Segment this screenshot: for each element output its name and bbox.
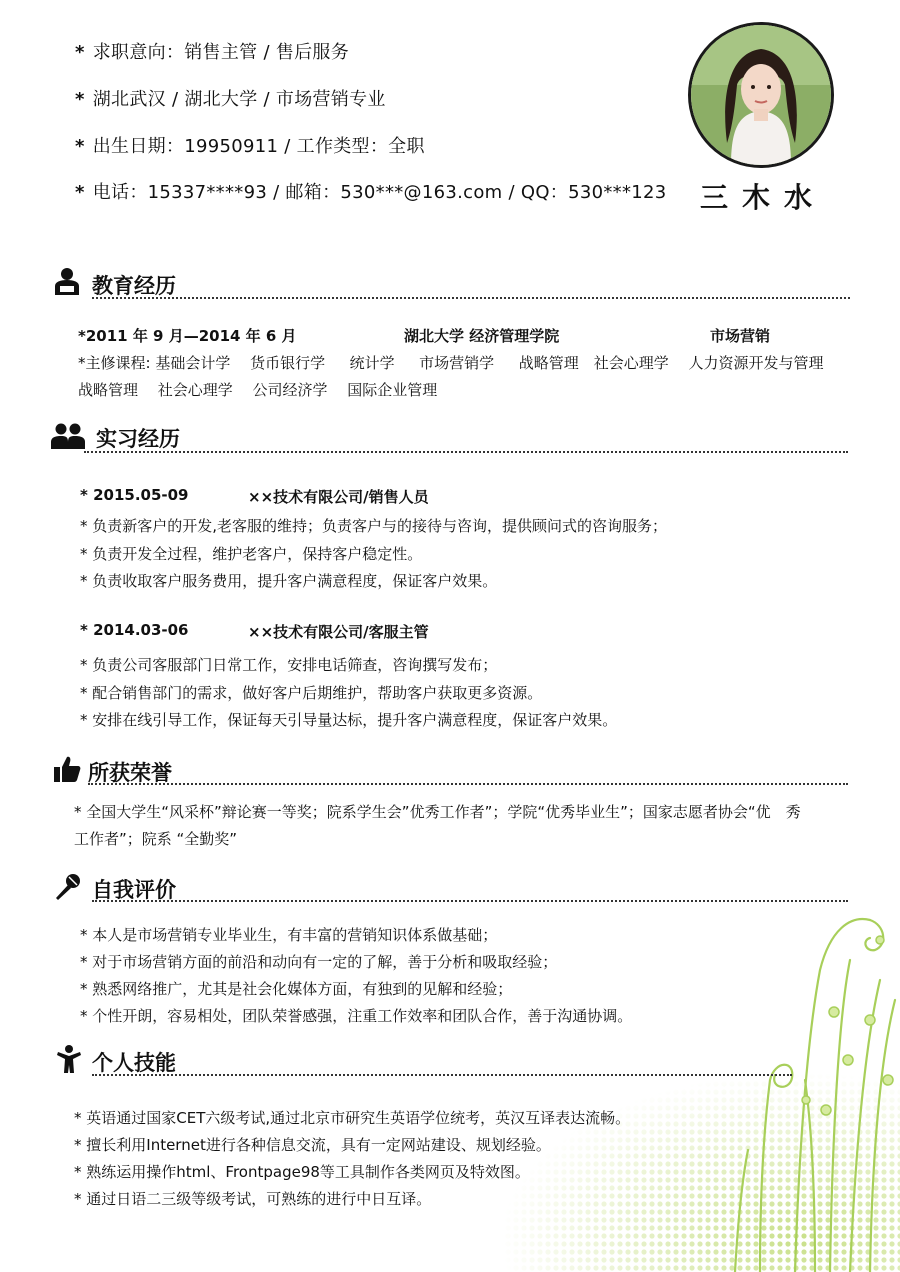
job-1-duty: * 负责收取客户服务费用，提升客户满意程度，保证客户效果。: [80, 572, 498, 590]
thumbs-up-icon: [52, 754, 82, 784]
job-1-duty: * 负责新客户的开发,老客服的维持；负责客户与的接待与咨询，提供顾问式的咨询服务；: [80, 517, 668, 535]
skills-item: * 熟练运用操作html、Frontpage98等工具制作各类网页及特效图。: [74, 1163, 530, 1181]
honors-line-2: 工作者”；院系 “全勤奖”: [74, 830, 238, 848]
education-title: 教育经历: [92, 274, 176, 298]
skills-item: * 通过日语二三级等级考试，可熟练的进行中日互译。: [74, 1190, 432, 1208]
contact-line: * 电话：15337****93 / 邮箱：530***@163.com / QQ：530***123: [75, 182, 667, 203]
skills-item: * 擅长利用Internet进行各种信息交流，具有一定网站建设、规划经验。: [74, 1136, 551, 1154]
education-period: *2011 年 9 月—2014 年 6 月: [78, 327, 297, 345]
job-2-duty: * 配合销售部门的需求，做好客户后期维护，帮助客户获取更多资源。: [80, 684, 543, 702]
internship-title: 实习经历: [96, 427, 180, 451]
education-courses-line-2: 战略管理 社会心理学 公司经济学 国际企业管理: [78, 381, 438, 399]
self-eval-title: 自我评价: [92, 878, 176, 902]
education-school: 湖北大学 经济管理学院: [404, 327, 560, 345]
avatar: [688, 22, 834, 168]
job-intention-line: * 求职意向：销售主管 / 售后服务: [75, 42, 350, 63]
skills-item: * 英语通过国家CET六级考试,通过北京市研究生英语学位统考，英汉互译表达流畅。: [74, 1109, 631, 1127]
birth-worktype-line: * 出生日期：19950911 / 工作类型：全职: [75, 136, 425, 157]
job-1-duty: * 负责开发全过程，维护老客户，保持客户稳定性。: [80, 545, 423, 563]
location-school-line: * 湖北武汉 / 湖北大学 / 市场营销专业: [75, 89, 386, 110]
person-arms-up-icon: [54, 1044, 84, 1074]
honors-line-1: * 全国大学生“风采杯”辩论赛一等奖；院系学生会”优秀工作者”；学院“优秀毕业生”；国家志愿者协会“优 秀: [74, 803, 801, 821]
candidate-name: 三木水: [700, 181, 827, 214]
person-icon: [52, 266, 82, 296]
self-eval-item: * 本人是市场营销专业毕业生，有丰富的营销知识体系做基础；: [80, 926, 498, 944]
education-divider: [92, 297, 850, 299]
education-major: 市场营销: [710, 327, 771, 345]
self-eval-item: * 对于市场营销方面的前沿和动向有一定的了解，善于分析和吸取经验；: [80, 953, 558, 971]
job-2-company: ××技术有限公司/客服主管: [248, 623, 429, 641]
job-2-duty: * 安排在线引导工作，保证每天引导量达标，提升客户满意程度，保证客户效果。: [80, 711, 618, 729]
two-people-icon: [50, 420, 86, 450]
skills-title: 个人技能: [92, 1051, 176, 1075]
job-2-date: * 2014.03-06: [80, 621, 189, 639]
honors-divider: [88, 783, 848, 785]
internship-divider: [84, 451, 848, 453]
self-eval-divider: [92, 900, 848, 902]
job-2-duty: * 负责公司客服部门日常工作，安排电话筛查，咨询撰写发布；: [80, 656, 498, 674]
honors-title: 所获荣誉: [88, 761, 172, 785]
job-1-company: ××技术有限公司/销售人员: [248, 488, 429, 506]
skills-divider: [92, 1074, 792, 1076]
education-courses-line-1: *主修课程: 基础会计学 货币银行学 统计学 市场营销学 战略管理 社会心理学 人力资源开发与管理: [78, 354, 824, 372]
self-eval-item: * 熟悉网络推广，尤其是社会化媒体方面，有独到的见解和经验；: [80, 980, 513, 998]
self-eval-item: * 个性开朗，容易相处，团队荣誉感强，注重工作效率和团队合作，善于沟通协调。: [80, 1007, 633, 1025]
job-1-date: * 2015.05-09: [80, 486, 189, 504]
microphone-icon: [52, 872, 82, 902]
